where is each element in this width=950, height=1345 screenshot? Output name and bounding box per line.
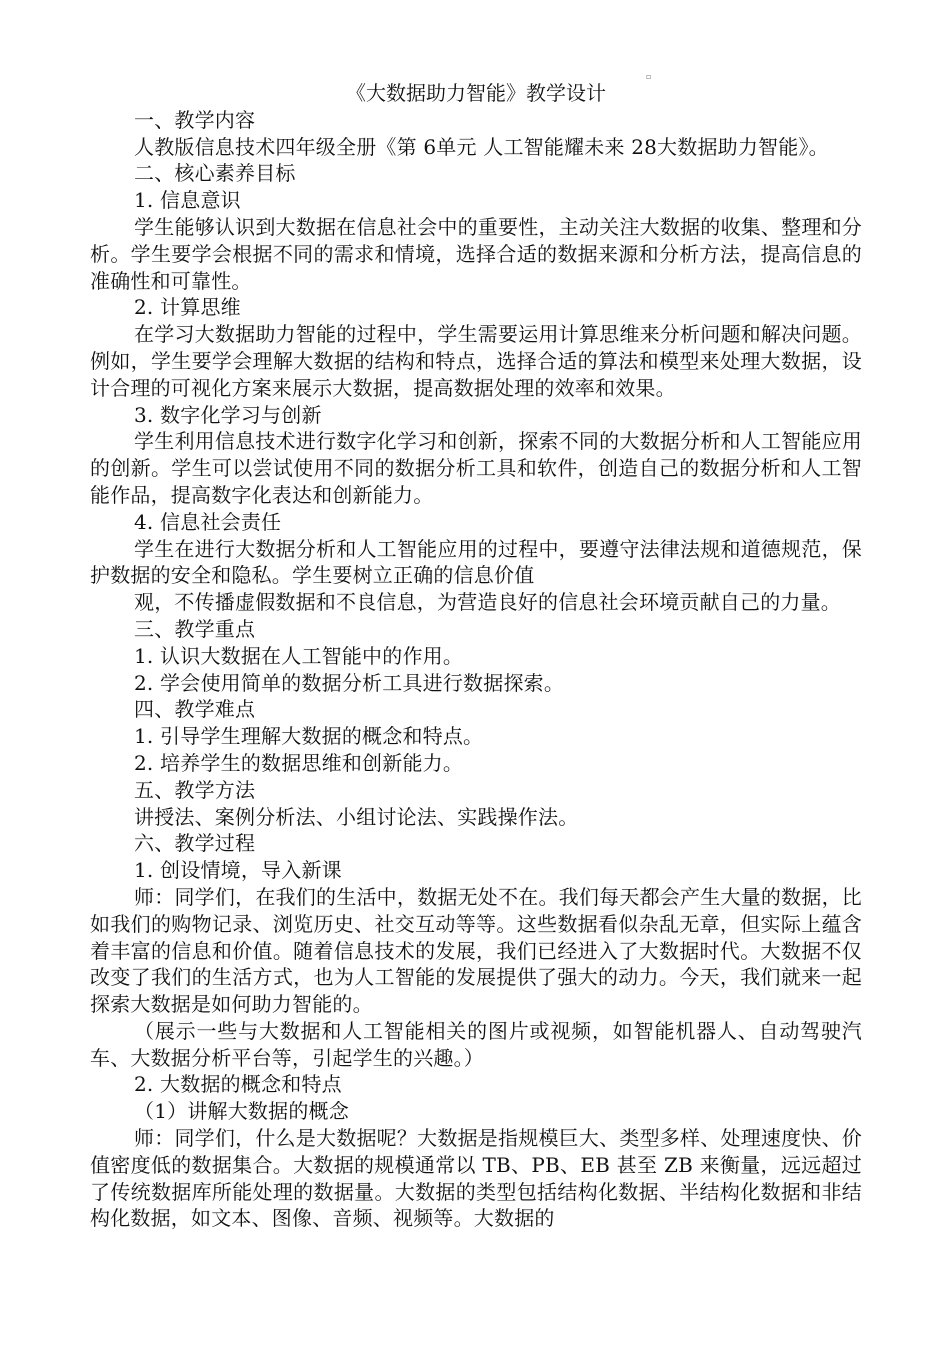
corner-mark: ▫: [646, 72, 652, 81]
paragraph: 在学习大数据助力智能的过程中，学生需要运用计算思维来分析问题和解决问题。例如，学生要学会理解大数据的结构和特点，选择合适的算法和模型来处理大数据，设计合理的可视化方案来展示大数据，提高数据处理的效率和效果。: [90, 322, 862, 400]
subsection-heading: 2. 计算思维: [134, 295, 241, 320]
subsection-heading: 3. 数字化学习与创新: [134, 402, 322, 427]
section-heading: 六、教学过程: [134, 831, 256, 856]
section-heading: 二、核心素养目标: [134, 161, 296, 186]
document-body: [90, 80, 862, 1232]
section-heading: 一、教学内容: [134, 107, 256, 132]
list-item: 1. 引导学生理解大数据的概念和特点。: [134, 724, 484, 749]
paragraph: 师：同学们，在我们的生活中，数据无处不在。我们每天都会产生大量的数据，比如我们的购物记录、浏览历史、社交互动等等。这些数据看似杂乱无章，但实际上蕴含着丰富的信息和价值。随着信息技术的发展，我们已经进入了大数据时代。大数据不仅改变了我们的生活方式，也为人工智能的发展提供了强大的动力。今天，我们就来一起探索大数据是如何助力智能的。: [90, 884, 862, 1017]
subsection-heading: （1）讲解大数据的概念: [134, 1099, 349, 1124]
list-item: 2. 学会使用简单的数据分析工具进行数据探索。: [134, 670, 565, 695]
paragraph: 观，不传播虚假数据和不良信息，为营造良好的信息社会环境贡献自己的力量。: [134, 590, 841, 615]
paragraph: 学生能够认识到大数据在信息社会中的重要性，主动关注大数据的收集、整理和分析。学生要学会根据不同的需求和情境，选择合适的数据来源和分析方法，提高信息的准确性和可靠性。: [90, 214, 862, 293]
subsection-heading: 4. 信息社会责任: [134, 509, 282, 534]
section-heading: 五、教学方法: [134, 777, 256, 802]
subsection-heading: 1. 信息意识: [134, 188, 241, 213]
section-heading: 三、教学重点: [134, 616, 256, 641]
subsection-heading: 2. 大数据的概念和特点: [134, 1072, 342, 1097]
section-heading: 四、教学难点: [134, 697, 256, 722]
paragraph: （展示一些与大数据和人工智能相关的图片或视频，如智能机器人、自动驾驶汽车、大数据分析平台等，引起学生的兴趣。）: [90, 1018, 862, 1070]
document-title: 《大数据助力智能》教学设计: [346, 81, 606, 105]
paragraph: 学生利用信息技术进行数字化学习和创新，探索不同的大数据分析和人工智能应用的创新。学生可以尝试使用不同的数据分析工具和软件，创造自己的数据分析和人工智能作品，提高数字化表达和创新能力。: [90, 429, 862, 507]
paragraph: 师：同学们，什么是大数据呢？大数据是指规模巨大、类型多样、处理速度快、价值密度低的数据集合。大数据的规模通常以 TB、PB、EB 甚至 ZB 来衡量，远远超过了传统数据库所能处理的数据量。大数据的类型包括结构化数据、半结构化数据和非结构化数据，如文本、图像、音频、视频等。大数据的: [90, 1126, 862, 1231]
list-item: 1. 认识大数据在人工智能中的作用。: [134, 643, 464, 668]
paragraph: 学生在进行大数据分析和人工智能应用的过程中，要遵守法律法规和道德规范，保护数据的安全和隐私。学生要树立正确的信息价值: [90, 536, 862, 588]
subsection-heading: 1. 创设情境，导入新课: [134, 858, 342, 883]
list-item: 2. 培养学生的数据思维和创新能力。: [134, 750, 464, 775]
paragraph: 人教版信息技术四年级全册《第 6单元 人工智能耀未来 28大数据助力智能》。: [134, 134, 829, 159]
paragraph: 讲授法、案例分析法、小组讨论法、实践操作法。: [134, 804, 579, 829]
